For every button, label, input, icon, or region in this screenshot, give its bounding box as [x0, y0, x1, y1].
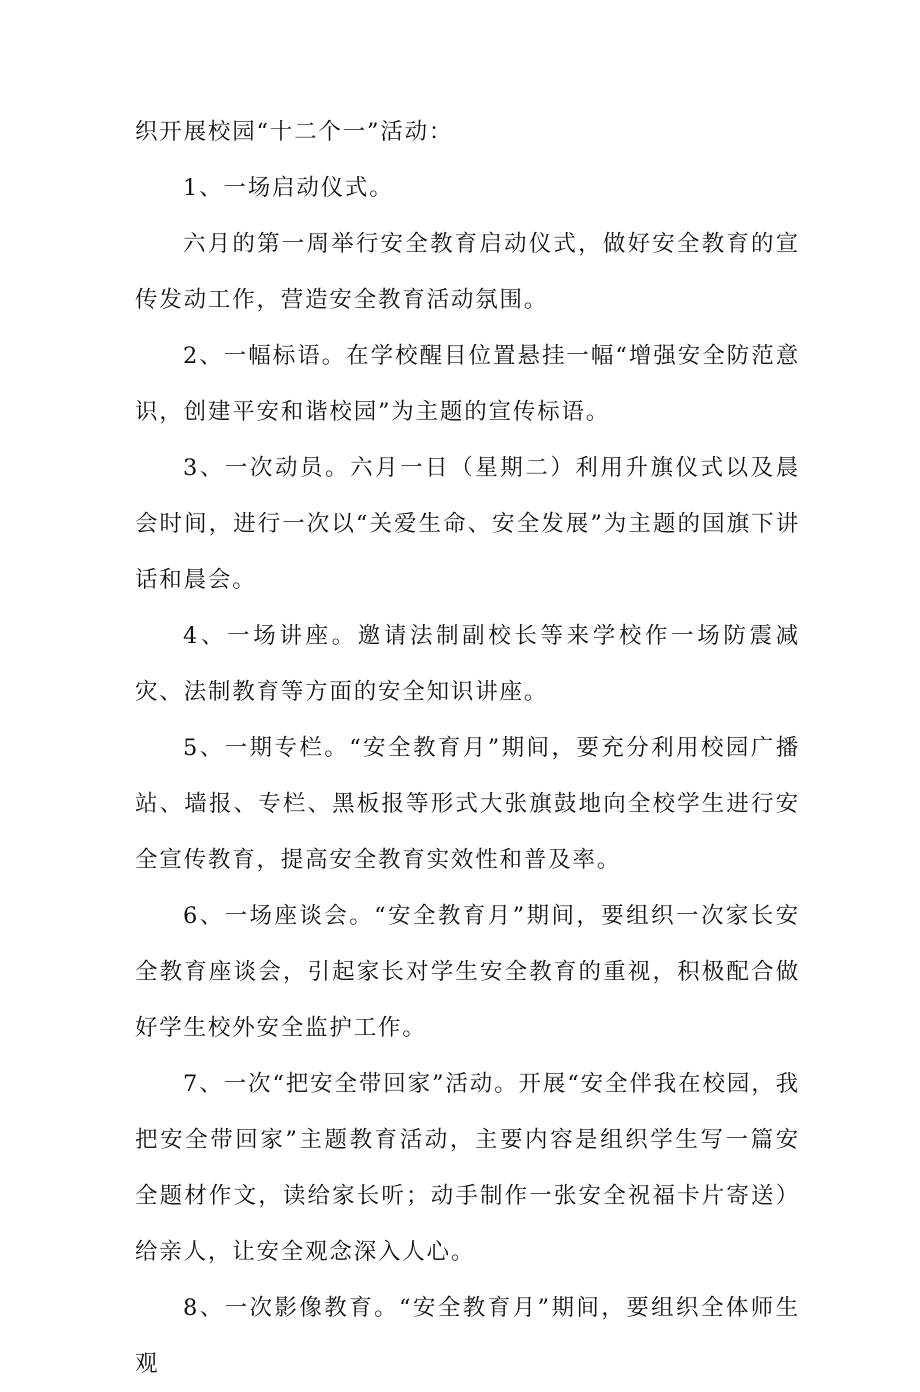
paragraph-item-3: 3、一次动员。六月一日（星期二）利用升旗仪式以及晨会时间，进行一次以“关爱生命、安全发展”为主题的国旗下讲话和晨会。 — [135, 455, 800, 593]
paragraph-item-5: 5、一期专栏。“安全教育月”期间，要充分利用校园广播站、墙报、专栏、黑板报等形式大张旗鼓地向全校学生进行安全宣传教育，提高安全教育实效性和普及率。 — [135, 735, 800, 873]
paragraph-item-7: 7、一次“把安全带回家”活动。开展“安全伴我在校园，我把安全带回家”主题教育活动，主要内容是组织学生写一篇安全题材作文，读给家长听；动手制作一张安全祝福卡片寄送）给亲人，让安全观念深入人心。 — [135, 1071, 800, 1265]
document-body — [135, 104, 800, 1392]
paragraph-item-6: 6、一场座谈会。“安全教育月”期间，要组织一次家长安全教育座谈会，引起家长对学生安全教育的重视，积极配合做好学生校外安全监护工作。 — [135, 903, 800, 1041]
paragraph-item-1-body: 六月的第一周举行安全教育启动仪式，做好安全教育的宣传发动工作，营造安全教育活动氛围。 — [135, 231, 800, 313]
paragraph-continuation: 织开展校园“十二个一”活动： — [135, 119, 454, 145]
paragraph-item-8: 8、一次影像教育。“安全教育月”期间，要组织全体师生观 — [135, 1295, 800, 1377]
paragraph-item-1-heading: 1、一场启动仪式。 — [183, 175, 394, 201]
paragraph-item-4: 4、一场讲座。邀请法制副校长等来学校作一场防震减灾、法制教育等方面的安全知识讲座。 — [135, 623, 800, 705]
paragraph-item-2: 2、一幅标语。在学校醒目位置悬挂一幅“增强安全防范意识，创建平安和谐校园”为主题的宣传标语。 — [135, 343, 800, 425]
